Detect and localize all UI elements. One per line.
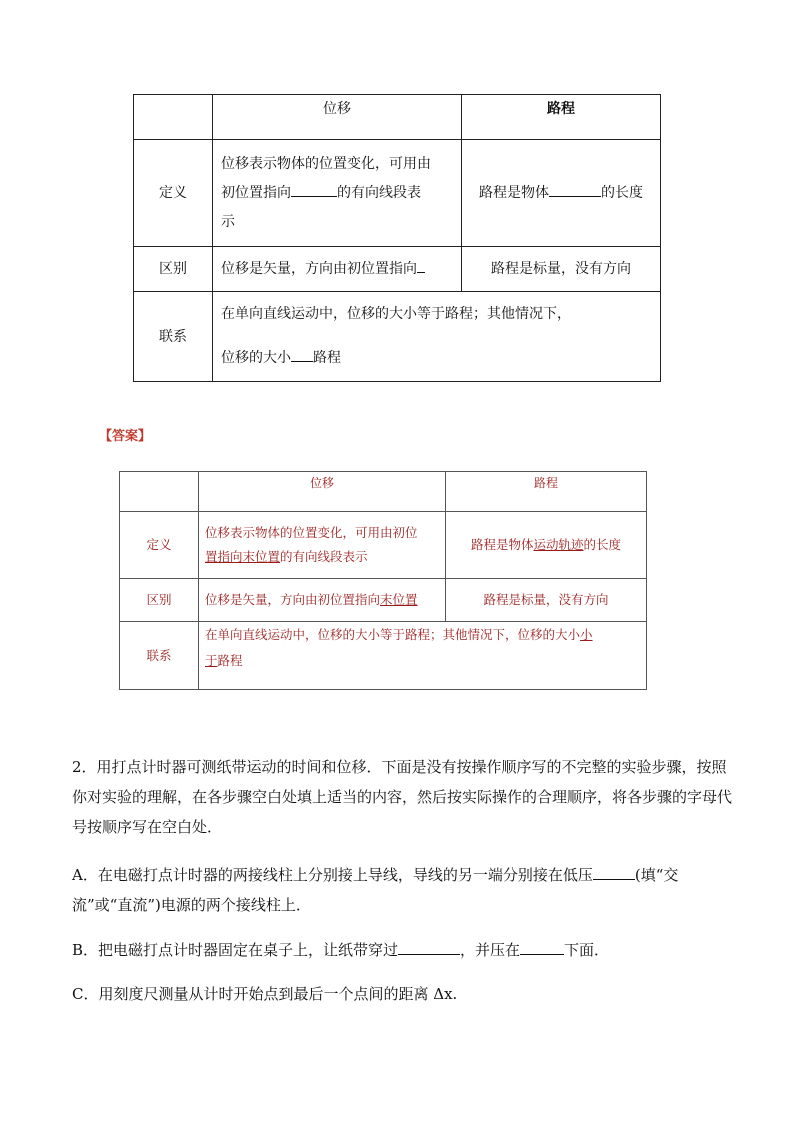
difference-path-cell: 路程是标量，没有方向 (446, 579, 647, 622)
row-label-relation: 联系 (134, 292, 213, 382)
definition-disp-text-a: 位移表示物体的位置变化，可用由 (221, 155, 431, 172)
step-b-text-a: B．把电磁打点计时器固定在桌子上，让纸带穿过 (72, 941, 399, 959)
definition-path-answer: 运动轨迹 (533, 537, 584, 552)
difference-displacement-cell (213, 247, 462, 292)
difference-disp-answer: 末位置 (380, 592, 418, 607)
step-a-text-a: A．在电磁打点计时器的两接线柱上分别接上导线，导线的另一端分别接在低压 (72, 866, 593, 884)
question2-step-b (72, 935, 732, 965)
definition-disp-text-c: 的有向线段表 (337, 184, 421, 201)
relation-answer-b: 于 (205, 653, 218, 668)
answer-blank[interactable] (398, 940, 460, 955)
row-label-difference: 区别 (134, 247, 213, 292)
relation-text-a: 位移的大小 (221, 350, 291, 366)
relation-text-b: 路程 (313, 350, 341, 366)
row-label-difference: 区别 (120, 579, 199, 622)
definition-disp-text-c: 的有向线段表示 (280, 549, 368, 564)
definition-displacement-cell (213, 140, 462, 247)
row-label-definition: 定义 (120, 512, 199, 579)
relation-text-a: 在单向直线运动中，位移的大小等于路程；其他情况下，位移的大小 (205, 627, 581, 642)
definition-path-cell (446, 512, 647, 579)
answer-blank[interactable] (520, 940, 564, 955)
definition-disp-text-d: 示 (221, 213, 235, 230)
difference-path-cell: 路程是标量，没有方向 (462, 247, 661, 292)
header-displacement: 位移 (199, 472, 446, 512)
answer-blank[interactable] (417, 258, 425, 273)
definition-disp-text-b: 初位置指向 (221, 184, 291, 201)
relation-answer-a: 小 (580, 627, 593, 642)
answer-label: 【答案】 (99, 429, 152, 444)
relation-cell (199, 622, 647, 690)
definition-path-cell (462, 140, 661, 247)
relation-text-b: 路程 (217, 653, 243, 668)
relation-cell (213, 292, 661, 382)
answer-blank[interactable] (593, 865, 635, 880)
header-displacement: 位移 (213, 95, 462, 140)
step-b-text-c: 下面． (564, 941, 610, 959)
difference-displacement-cell (199, 579, 446, 622)
answer-table (119, 471, 647, 690)
definition-path-text-b: 的长度 (583, 537, 622, 552)
header-path: 路程 (462, 95, 661, 140)
header-empty-cell (134, 95, 213, 140)
header-path: 路程 (446, 472, 647, 512)
header-empty-cell (120, 472, 199, 512)
answer-blank[interactable] (291, 347, 313, 362)
row-label-definition: 定义 (134, 140, 213, 247)
step-a-text-b: (填“交流”或“直流”)电源的两个接线柱上． (72, 866, 679, 914)
answer-blank[interactable] (291, 182, 337, 197)
difference-disp-text: 位移是矢量，方向由初位置指向 (205, 592, 381, 607)
answer-blank[interactable] (549, 182, 601, 197)
question-table (133, 94, 661, 382)
definition-disp-text-b: 置指向 (205, 549, 243, 564)
question2-step-a (72, 860, 732, 920)
question2-step-c: C．用刻度尺测量从计时开始点到最后一个点间的距离 Δx. (72, 985, 458, 1003)
step-b-text-b: ，并压在 (460, 941, 521, 959)
question2-intro: 2．用打点计时器可测纸带运动的时间和位移．下面是没有按操作顺序写的不完整的实验步骤，按照你对实验的理解，在各步骤空白处填上适当的内容，然后按实际操作的合理顺序，将各步骤的字母代号按顺序写在空白处． (72, 758, 733, 836)
definition-displacement-cell (199, 512, 446, 579)
definition-disp-text-a: 位移表示物体的位置变化，可用由初位 (205, 525, 418, 540)
definition-path-text-a: 路程是物体 (470, 537, 534, 552)
relation-text-line1: 在单向直线运动中，位移的大小等于路程；其他情况下， (221, 306, 571, 322)
definition-path-text-b: 的长度 (601, 185, 643, 201)
definition-path-text-a: 路程是物体 (479, 185, 549, 201)
row-label-relation: 联系 (120, 622, 199, 690)
definition-disp-answer: 末位置 (242, 549, 281, 564)
difference-disp-text: 位移是矢量，方向由初位置指向 (221, 261, 417, 277)
